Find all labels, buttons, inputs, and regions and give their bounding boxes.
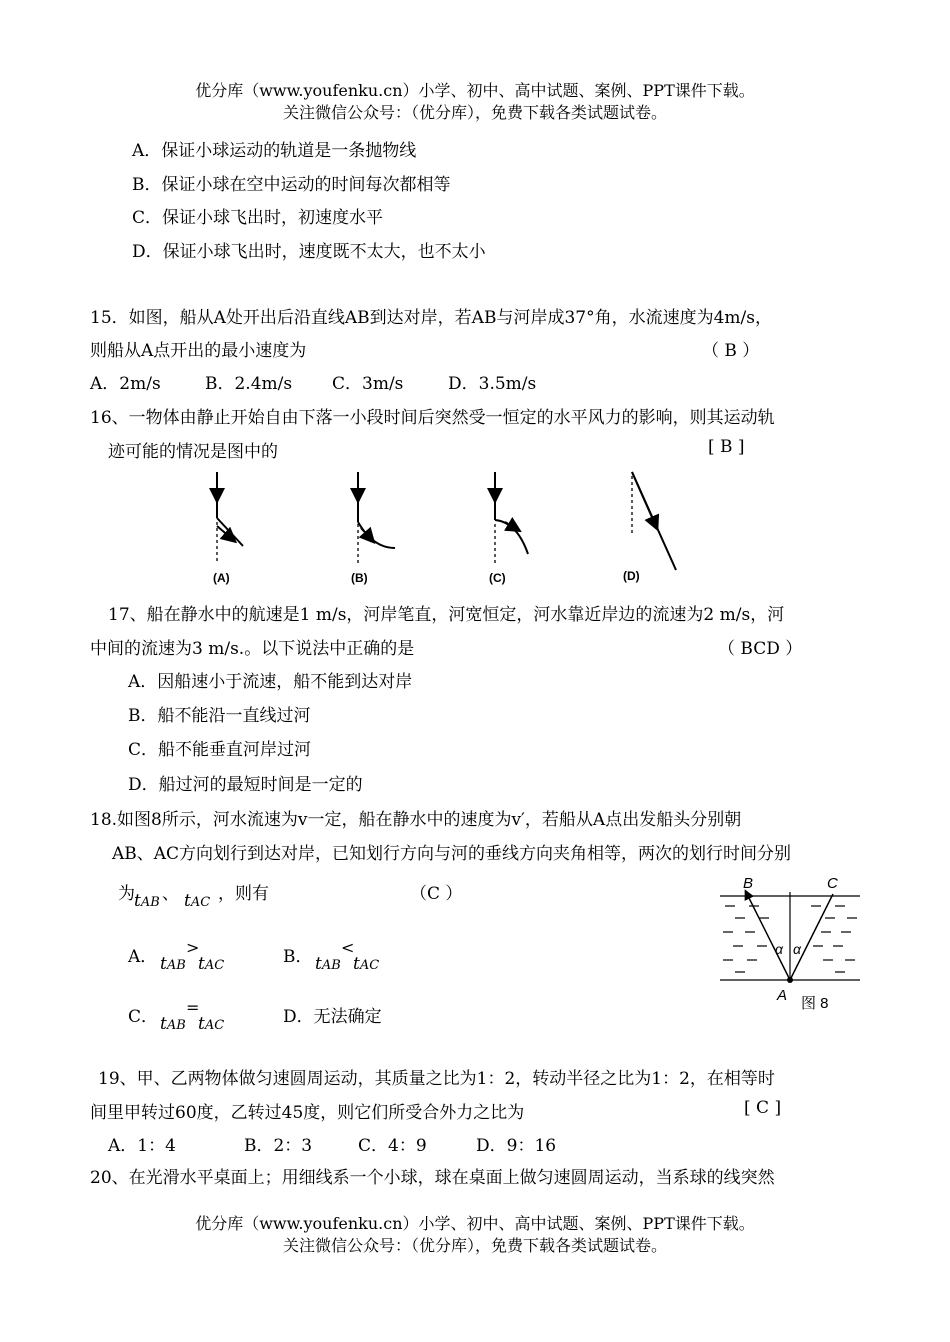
q16-label-b: (B) (351, 571, 368, 585)
q16-figure-b (351, 472, 395, 585)
q17-stem-line-1: 17、船在静水中的航速是1 m/s，河岸笔直，河宽恒定，河水靠近岸边的流速为2 m/s，河 (108, 605, 785, 625)
q18-t-ab: tAB (134, 891, 160, 911)
q19-option-d: D．9：16 (476, 1136, 557, 1156)
q19-option-c: C．4：9 (358, 1136, 427, 1156)
q18-figure-label-b: B (743, 875, 754, 892)
q16-label-c: (C) (489, 571, 506, 585)
q18-option-d: D．无法确定 (283, 1007, 382, 1027)
q18-figure-caption: 图 8 (801, 995, 829, 1012)
q18-option-c-label: C． (128, 1007, 159, 1027)
q19-option-b: B．2：3 (244, 1136, 313, 1156)
q18-figure-label-a: A (777, 987, 788, 1004)
q15-option-c: C．3m/s (332, 374, 404, 394)
q14-option-c: C．保证小球飞出时，初速度水平 (132, 208, 384, 228)
q16-stem-line-2: 迹可能的情况是图中的 (108, 442, 278, 462)
q18-option-c-t2: tAC (198, 1014, 225, 1034)
q15-option-b: B．2.4m/s (205, 374, 293, 394)
q18-figure-8 (715, 872, 865, 1018)
footer-line-2: 关注微信公众号：（优分库），免费下载各类试题试卷。 (282, 1236, 667, 1255)
q17-option-d: D．船过河的最短时间是一定的 (128, 775, 363, 795)
q18-option-b-op: < (341, 938, 355, 957)
q18-option-b-t2: tAC (353, 954, 380, 974)
q19-option-a: A．1：4 (108, 1136, 176, 1156)
q16-figure-a (213, 472, 243, 585)
q14-option-d: D．保证小球飞出时，速度既不太大，也不太小 (132, 242, 486, 262)
q16-trajectory-figure (195, 466, 695, 590)
q15-option-d: D．3.5m/s (448, 374, 537, 394)
q18-option-b-label: B． (283, 947, 313, 967)
q16-label-a: (A) (213, 571, 230, 585)
q18-option-b-t1: tAB (315, 954, 341, 974)
q18-option-a-t2: tAC (198, 954, 225, 974)
q18-stem-line-1: 18.如图8所示，河水流速为v一定，船在静水中的速度为v′，若船从A点出发船头分别朝 (90, 810, 742, 830)
q16-figure-c (489, 472, 528, 585)
q18-option-a-label: A． (128, 947, 158, 967)
q16-answer: [ B ] (708, 437, 745, 457)
q19-stem-line-2: 间里甲转过60度，乙转过45度，则它们所受合外力之比为 (90, 1103, 525, 1123)
q14-option-b: B．保证小球在空中运动的时间每次都相等 (132, 175, 451, 195)
q16-figure-d (623, 472, 676, 583)
q18-stem-line-2: AB、AC方向划行到达对岸，已知划行方向与河的垂线方向夹角相等，两次的划行时间分别 (112, 844, 792, 864)
q15-option-a: A．2m/s (90, 374, 161, 394)
q18-stem-line-3-prefix: 为 (118, 884, 135, 904)
q18-figure-label-c: C (827, 875, 838, 892)
q15-stem-line-1: 15．如图，船从A处开出后沿直线AB到达对岸，若AB与河岸成37°角，水流速度为4m/s， (90, 308, 772, 328)
q18-t-ac: tAC (184, 891, 211, 911)
q17-option-c: C．船不能垂直河岸过河 (128, 740, 312, 760)
q18-answer: （C ） (410, 884, 463, 904)
q19-answer: [ C ] (744, 1098, 782, 1118)
q18-option-a-op: > (186, 938, 200, 957)
q16-stem-line-1: 16、一物体由静止开始自由下落一小段时间后突然受一恒定的水平风力的影响，则其运动轨 (90, 408, 775, 428)
q18-figure-alpha-right: α (793, 941, 801, 957)
q18-option-c-op: = (186, 998, 200, 1017)
footer-line-1: 优分库（www.youfenku.cn）小学、初中、高中试题、案例、PPT课件下载。 (195, 1214, 755, 1233)
q17-option-a: A．因船速小于流速，船不能到达对岸 (128, 672, 413, 692)
q18-option-a-t1: tAB (160, 954, 186, 974)
q20-stem-line-1: 20、在光滑水平桌面上；用细线系一个小球，球在桌面上做匀速圆周运动，当系球的线突然 (90, 1168, 775, 1188)
q19-stem-line-1: 19、甲、乙两物体做匀速圆周运动，其质量之比为1：2，转动半径之比为1：2，在相等时 (98, 1069, 775, 1089)
q17-option-b: B．船不能沿一直线过河 (128, 706, 311, 726)
q17-stem-line-2: 中间的流速为3 m/s.。以下说法中正确的是 (90, 639, 415, 659)
header-line-1: 优分库（www.youfenku.cn）小学、初中、高中试题、案例、PPT课件下载。 (195, 81, 755, 100)
q18-figure-alpha-left: α (775, 941, 783, 957)
header-line-2: 关注微信公众号：（优分库），免费下载各类试题试卷。 (282, 103, 667, 122)
q18-stem-line-3-suffix: ，则有 (218, 884, 269, 904)
q14-option-a: A．保证小球运动的轨道是一条抛物线 (132, 141, 417, 161)
q17-answer: （ BCD ） (718, 639, 803, 659)
q15-stem-line-2: 则船从A点开出的最小速度为 (90, 341, 307, 361)
q15-answer: （ B ） (702, 341, 760, 361)
q18-option-c-t1: tAB (160, 1014, 186, 1034)
q18-separator: 、 (162, 884, 179, 904)
q16-label-d: (D) (623, 569, 640, 583)
